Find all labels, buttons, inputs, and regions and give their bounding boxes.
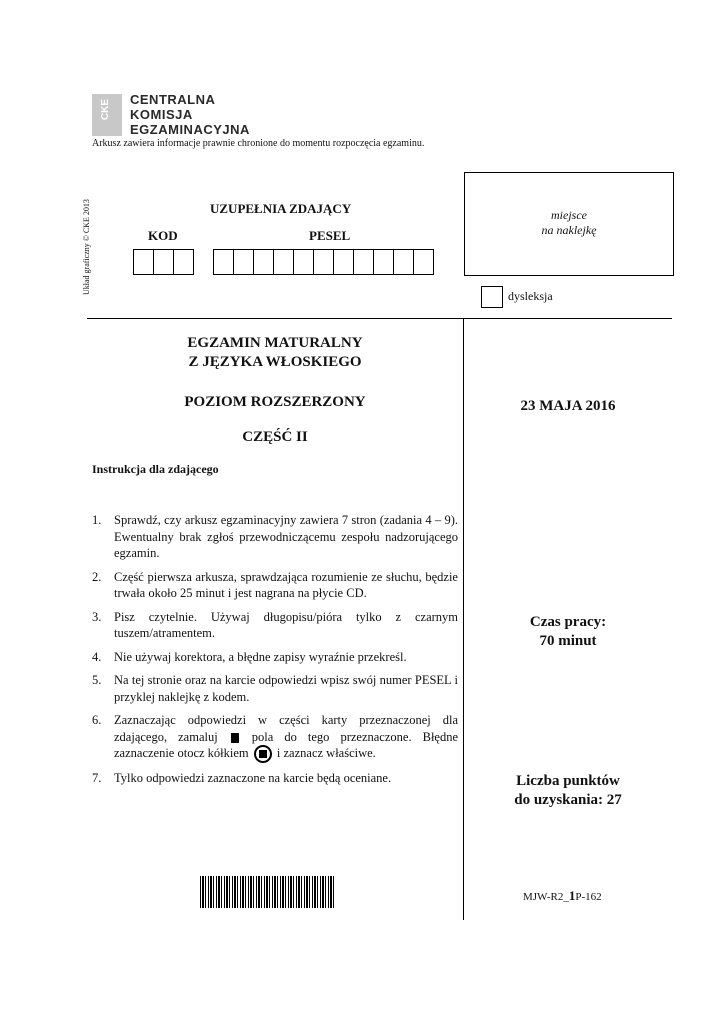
sticker-line: na naklejkę	[541, 223, 597, 237]
exam-code: MJW-R2_1P-162	[523, 888, 602, 903]
pesel-field[interactable]	[214, 249, 434, 275]
divider	[87, 318, 672, 319]
cke-logo-icon: CKE	[92, 94, 122, 136]
exam-title	[150, 334, 400, 372]
time-info	[468, 613, 668, 651]
fill-header: UZUPEŁNIA ZDAJĄCY	[210, 201, 352, 216]
pesel-label: PESEL	[309, 228, 351, 243]
divider	[463, 318, 464, 920]
time-label: Czas pracy:	[529, 614, 607, 630]
sticker-area	[464, 172, 674, 276]
exam-part: CZĘŚĆ II	[242, 429, 308, 445]
sticker-line: miejsce	[551, 208, 587, 222]
logo-line: EGZAMINACYJNA	[130, 122, 250, 137]
list-item: 2. Część pierwsza arkusza, sprawdzająca rozumienie ze słuchu, będzie trwała około 25 minut i jest nagrana na płycie CD.	[92, 569, 458, 600]
points-info	[468, 772, 668, 810]
kod-label: KOD	[148, 228, 178, 243]
logo-line: CENTRALNA	[130, 92, 216, 107]
cke-logo-text	[130, 92, 250, 137]
list-item: 3. Pisz czytelnie. Używaj długopisu/pióra tylko z czarnym tuszem/atramentem.	[92, 609, 458, 640]
side-copyright: Układ graficzny © CKE 2013	[82, 199, 91, 295]
instructions-list	[92, 512, 458, 794]
points-value: do uzyskania: 27	[514, 792, 622, 808]
dyslexia-checkbox[interactable]	[481, 286, 503, 308]
exam-date: 23 MAJA 2016	[520, 398, 616, 414]
title-line: EGZAMIN MATURALNY	[187, 335, 363, 351]
points-label: Liczba punktów	[516, 773, 620, 789]
list-item: 1. Sprawdź, czy arkusz egzaminacyjny zawiera 7 stron (zadania 4 – 9). Ewentualny brak zgłoś przewodniczącemu zespołu nadzorującego egzamin.	[92, 513, 458, 560]
instructions-heading: Instrukcja dla zdającego	[92, 462, 219, 476]
title-line: Z JĘZYKA WŁOSKIEGO	[188, 354, 362, 370]
dyslexia-label: dysleksja	[508, 289, 553, 303]
list-item: 6. Zaznaczając odpowiedzi w części karty przeznaczonej dla zdającego, zamaluj pola do tego przeznaczone. Błędne zaznaczenie otocz kółkiem i zaznacz właściwe.	[92, 712, 458, 763]
exam-level: POZIOM ROZSZERZONY	[184, 394, 366, 410]
logo-line: KOMISJA	[130, 107, 193, 122]
kod-field[interactable]	[134, 249, 194, 275]
time-value: 70 minut	[539, 633, 597, 649]
circled-square-icon	[254, 745, 272, 763]
list-item: 7. Tylko odpowiedzi zaznaczone na karcie będą oceniane.	[92, 771, 392, 786]
legal-notice: Arkusz zawiera informacje prawnie chronione do momentu rozpoczęcia egzaminu.	[92, 138, 425, 149]
barcode	[200, 876, 334, 908]
list-item: 5. Na tej stronie oraz na karcie odpowiedzi wpisz swój numer PESEL i przyklej naklejkę z kodem.	[92, 673, 458, 704]
filled-square-icon	[231, 733, 239, 743]
list-item: 4. Nie używaj korektora, a błędne zapisy wyraźnie przekreśl.	[92, 649, 407, 664]
